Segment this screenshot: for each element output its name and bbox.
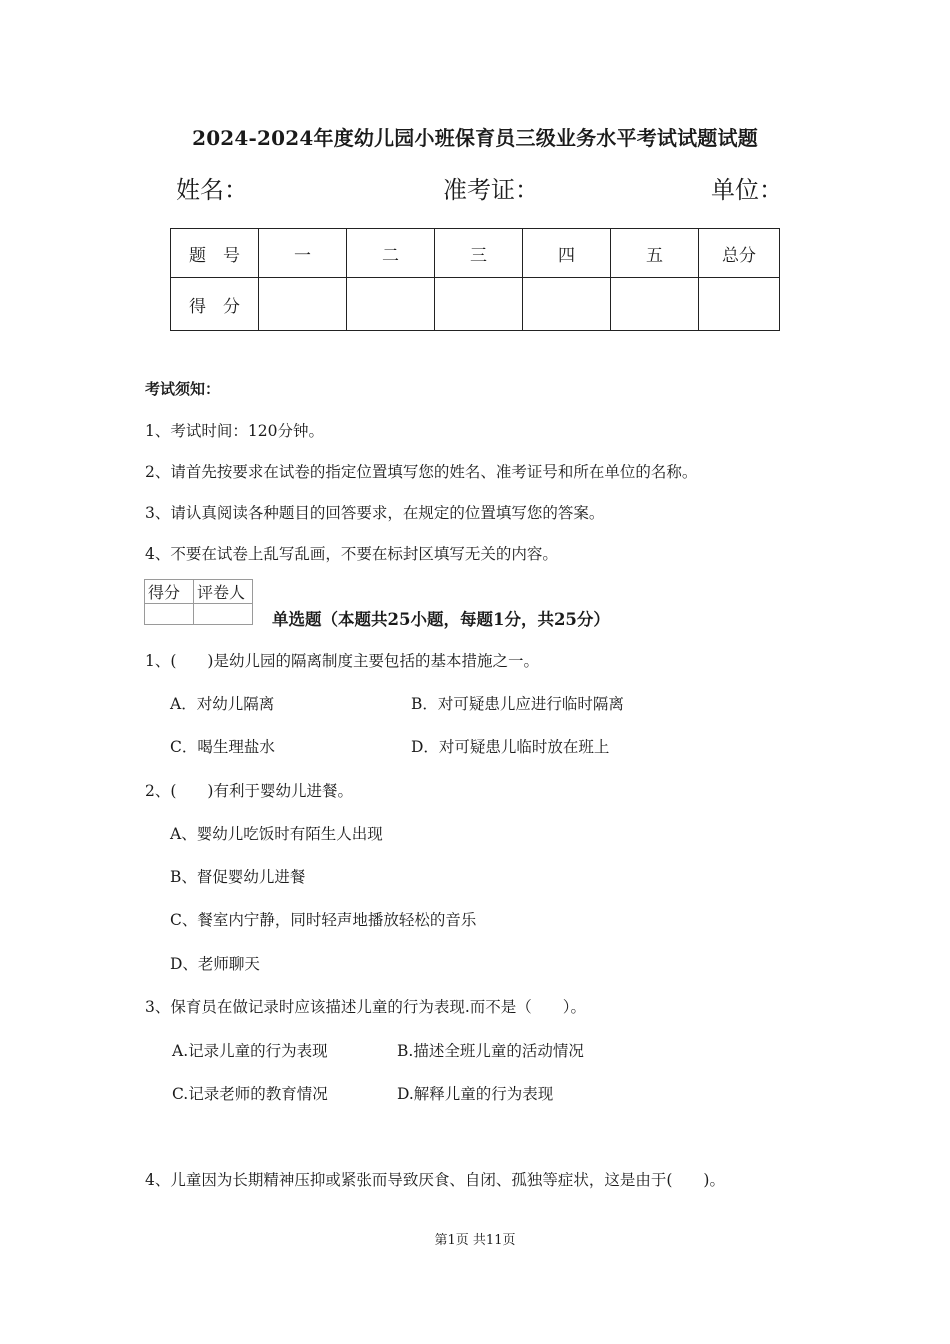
score-header-cell: 四 xyxy=(523,229,611,278)
question-stem: 1、( )是幼儿园的隔离制度主要包括的基本措施之一。 xyxy=(145,652,539,670)
name-label: 姓名： xyxy=(176,176,248,204)
grader-name-cell[interactable] xyxy=(194,604,253,625)
score-row-label: 得 分 xyxy=(171,278,259,331)
question-stem: 2、( )有利于婴幼儿进餐。 xyxy=(145,782,353,800)
question-option: D．对可疑患儿临时放在班上 xyxy=(411,738,610,756)
unit-label: 单位： xyxy=(711,176,783,204)
question-option: B.描述全班儿童的活动情况 xyxy=(397,1042,584,1060)
score-cell[interactable] xyxy=(523,278,611,331)
grader-score-cell[interactable] xyxy=(145,604,194,625)
section-heading: 单选题（本题共25小题，每题1分，共25分） xyxy=(272,610,610,629)
notice-item: 2、请首先按要求在试卷的指定位置填写您的姓名、准考证号和所在单位的名称。 xyxy=(145,463,698,481)
grader-name-label: 评卷人 xyxy=(194,580,253,604)
grader-score-label: 得分 xyxy=(145,580,194,604)
score-table xyxy=(170,228,780,331)
question-option: A、婴幼儿吃饭时有陌生人出现 xyxy=(170,825,383,843)
score-header-cell: 二 xyxy=(347,229,435,278)
notice-heading: 考试须知： xyxy=(145,380,221,398)
score-cell[interactable] xyxy=(347,278,435,331)
question-option: B．对可疑患儿应进行临时隔离 xyxy=(411,695,624,713)
notice-item: 1、考试时间：120分钟。 xyxy=(145,422,324,440)
score-header-cell: 一 xyxy=(259,229,347,278)
question-option: A.记录儿童的行为表现 xyxy=(172,1042,328,1060)
question-stem: 4、儿童因为长期精神压抑或紧张而导致厌食、自闭、孤独等症状，这是由于( )。 xyxy=(145,1171,725,1189)
exam-id-label: 准考证： xyxy=(443,176,539,204)
score-table-header-row xyxy=(171,229,780,278)
score-table-score-row xyxy=(171,278,780,331)
question-option: B、督促婴幼儿进餐 xyxy=(170,868,306,886)
question-option: C．喝生理盐水 xyxy=(170,738,275,756)
question-option: D、老师聊天 xyxy=(170,955,260,973)
score-header-cell: 五 xyxy=(611,229,699,278)
question-option: C.记录老师的教育情况 xyxy=(172,1085,328,1103)
score-header-cell: 三 xyxy=(435,229,523,278)
score-cell[interactable] xyxy=(259,278,347,331)
notice-item: 3、请认真阅读各种题目的回答要求，在规定的位置填写您的答案。 xyxy=(145,504,605,522)
score-cell[interactable] xyxy=(611,278,699,331)
question-option: A．对幼儿隔离 xyxy=(170,695,275,713)
notice-item: 4、不要在试卷上乱写乱画，不要在标封区填写无关的内容。 xyxy=(145,545,558,563)
question-option: D.解释儿童的行为表现 xyxy=(397,1085,554,1103)
page-footer: 第1页 共11页 xyxy=(434,1233,516,1248)
score-header-cell: 题 号 xyxy=(171,229,259,278)
grader-box xyxy=(144,579,253,625)
question-stem: 3、保育员在做记录时应该描述儿童的行为表现.而不是（ ）。 xyxy=(145,998,587,1016)
score-cell[interactable] xyxy=(699,278,780,331)
exam-title: 2024-2024年度幼儿园小班保育员三级业务水平考试试题试题 xyxy=(192,126,758,150)
question-option: C、餐室内宁静，同时轻声地播放轻松的音乐 xyxy=(170,911,477,929)
score-cell[interactable] xyxy=(435,278,523,331)
score-header-cell: 总分 xyxy=(699,229,780,278)
